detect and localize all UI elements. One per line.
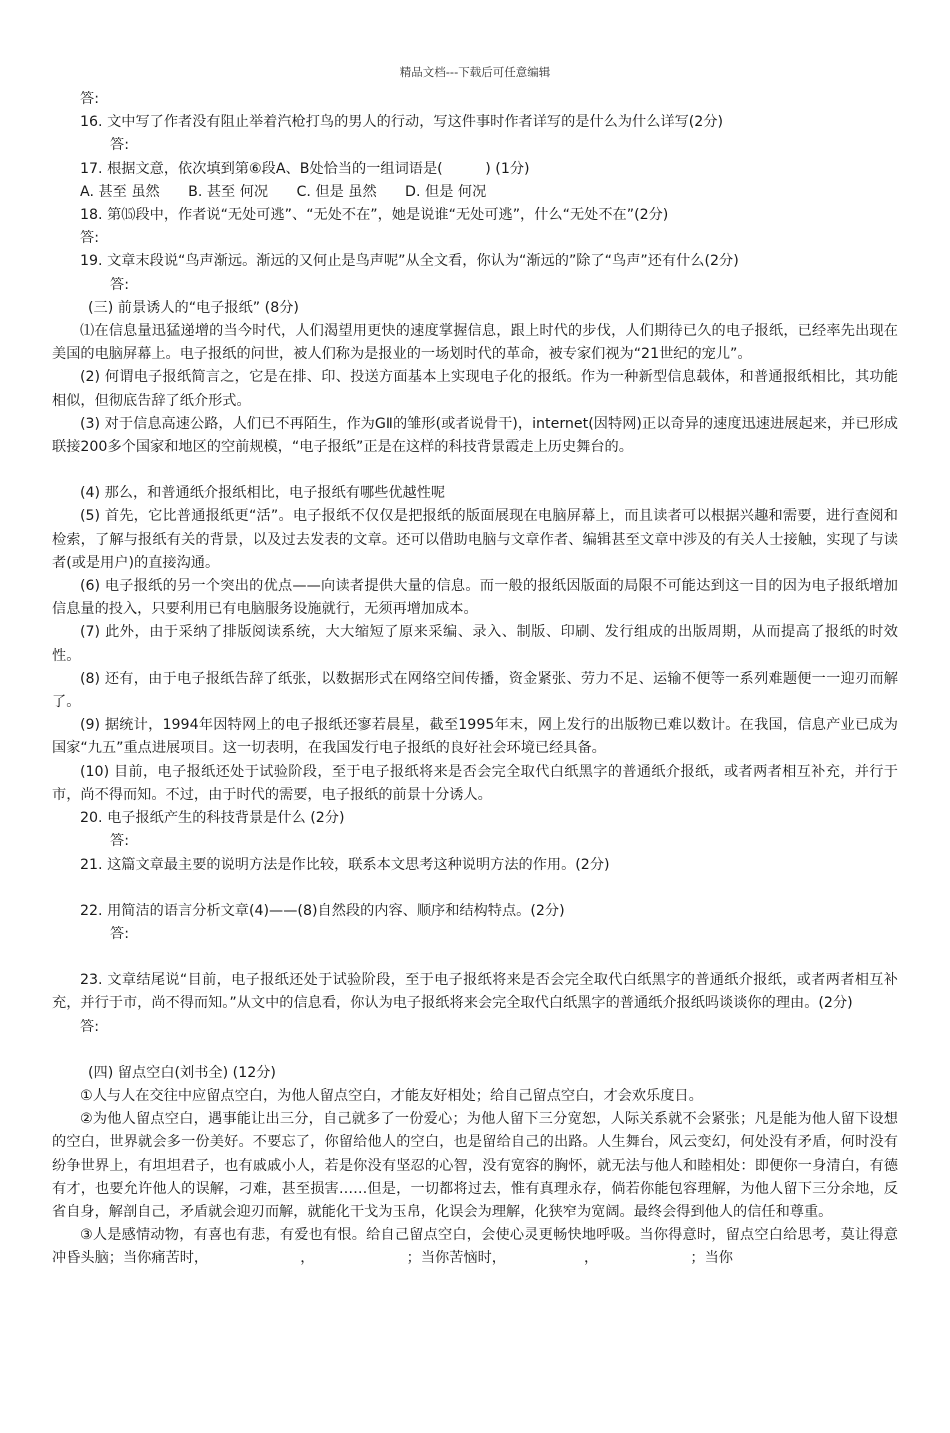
- paragraph-10: (10) 目前，电子报纸还处于试验阶段，至于电子报纸将来是否会完全取代白纸黑字的普通纸介报纸，或者两者相互补充，并行于市，尚不得而知。不过，由于时代的需要，电子报纸的前景十分诱人。: [52, 763, 898, 803]
- section-heading: (三) 前景诱人的“电子报纸” (8分): [88, 299, 299, 316]
- paragraph-2: (2) 何谓电子报纸简言之，它是在排、印、投送方面基本上实现电子化的报纸。作为一种新型信息载体，和普通报纸相比，其功能相似，但彻底告辞了纸介形式。: [52, 369, 898, 409]
- spacer: [52, 877, 898, 900]
- section-heading: (四) 留点空白(刘书全) (12分): [88, 1064, 276, 1081]
- question-17: 17. 根据文意，依次填到第⑥段A、B处恰当的一组词语是( ) (1分): [80, 160, 530, 177]
- paragraph-1: ⑴在信息量迅猛递增的当今时代，人们渴望用更快的速度掌握信息，跟上时代的步伐，人们期待已久的电子报纸，已经率先出现在美国的电脑屏幕上。电子报纸的问世，被人们称为是报业的一场划时代的革命，被专家们视为“21世纪的宠儿”。: [52, 323, 898, 363]
- answer-line: 答:: [80, 230, 99, 247]
- paragraph-9: (9) 据统计，1994年因特网上的电子报纸还寥若晨星，截至1995年末，网上发行的出版物已难以数计。在我国，信息产业已成为国家“九五”重点进展项目。这一切表明，在我国发行电子报纸的良好社会环境已经具备。: [52, 717, 898, 757]
- answer-line: 答:: [110, 137, 129, 154]
- paragraph-5: (5) 首先，它比普通报纸更“活”。电子报纸不仅仅是把报纸的版面展现在电脑屏幕上，而且读者可以根据兴趣和需要，进行查阅和检索，了解与报纸有关的背景，以及过去发表的文章。还可以借助电脑与文章作者、编辑甚至文章中涉及的有关人士接触，实现了与读者(或是用户)的直接沟通。: [52, 508, 898, 571]
- answer-line: 答:: [110, 833, 129, 850]
- question-22: 22. 用简洁的语言分析文章(4)——(8)自然段的内容、顺序和结构特点。(2分): [80, 902, 565, 919]
- spacer: [52, 946, 898, 969]
- question-23: 23. 文章结尾说“目前，电子报纸还处于试验阶段，至于电子报纸将来是否会完全取代白纸黑字的普通纸介报纸，或者两者相互补充，并行于市，尚不得而知。”从文中的信息看，你认为电子报纸将来会完全取代白纸黑字的普通纸介报纸吗谈谈你的理由。(2分): [52, 972, 898, 1012]
- essay-paragraph-1: ①人与人在交往中应留点空白，为他人留点空白，才能友好相处；给自己留点空白，才会欢乐度日。: [80, 1087, 703, 1104]
- question-20: 20. 电子报纸产生的科技背景是什么 (2分): [80, 810, 345, 827]
- spacer: [52, 1039, 898, 1062]
- paragraph-8: (8) 还有，由于电子报纸告辞了纸张，以数据形式在网络空间传播，资金紧张、劳力不足、运输不便等一系列难题便一一迎刃而解了。: [52, 670, 898, 711]
- essay-paragraph-3: ③人是感情动物，有喜也有悲，有爱也有恨。给自己留点空白，会使心灵更畅快地呼吸。当你得意时，留点空白给思考，莫让得意冲昏头脑；当你痛苦时， ， ；当你苦恼时， ， ；当你: [52, 1227, 898, 1267]
- answer-line: 答:: [110, 925, 129, 942]
- question-21: 21. 这篇文章最主要的说明方法是作比较，联系本文思考这种说明方法的作用。(2分): [80, 856, 610, 873]
- paragraph-7: (7) 此外，由于采纳了排版阅读系统，大大缩短了原来采编、录入、制版、印刷、发行组成的出版周期，从而提高了报纸的时效性。: [52, 624, 898, 664]
- essay-paragraph-2: ②为他人留点空白，遇事能让出三分，自己就多了一份爱心；为他人留下三分宽恕，人际关系就不会紧张；凡是能为他人留下设想的空白，世界就会多一份美好。不要忘了，你留给他人的空白，也是留给自己的出路。人生舞台，风云变幻，何处没有矛盾，何时没有纷争世界上，有坦坦君子，也有戚戚小人，若是你没有坚忍的心智，没有宽容的胸怀，就无法与他人和睦相处：即便你一身清白，有德有才，也要允许他人的误解，刁难，甚至损害……但是，一切都将过去，惟有真理永存，倘若你能包容理解，为他人留下三分余地，反省自身，解剖自己，矛盾就会迎刃而解，就能化干戈为玉帛，化误会为理解，化狭窄为宽阔。最终会得到他人的信任和尊重。: [52, 1111, 898, 1220]
- document-body: [52, 88, 898, 1271]
- question-19: 19. 文章末段说“鸟声渐远。渐远的又何止是鸟声呢”从全文看，你认为“渐远的”除了“鸟声”还有什么(2分): [80, 253, 739, 270]
- question-16: 16. 文中写了作者没有阻止举着汽枪打鸟的男人的行动，写这件事时作者详写的是什么为什么详写(2分): [80, 114, 724, 131]
- paragraph-6: (6) 电子报纸的另一个突出的优点——向读者提供大量的信息。而一般的报纸因版面的局限不可能达到这一目的因为电子报纸增加信息量的投入，只要利用已有电脑服务设施就行，无须再增加成本。: [52, 578, 898, 618]
- paragraph-3: (3) 对于信息高速公路，人们已不再陌生，作为GⅡ的雏形(或者说骨干)，internet(因特网)正以奇异的速度迅速进展起来，并已形成联接200多个国家和地区的空前规模，“电子报纸”正是在这样的科技背景霞走上历史舞台的。: [52, 415, 898, 456]
- spacer: [52, 459, 898, 482]
- answer-line: 答:: [80, 1018, 99, 1035]
- answer-line: 答:: [80, 91, 99, 107]
- answer-line: 答:: [110, 276, 129, 293]
- question-17-options: A. 甚至 虽然 B. 甚至 何况 C. 但是 虽然 D. 但是 何况: [80, 183, 487, 200]
- paragraph-4: (4) 那么，和普通纸介报纸相比，电子报纸有哪些优越性呢: [80, 485, 446, 502]
- page-header: 精品文档---下载后可任意编辑: [399, 65, 551, 79]
- question-18: 18. 第⒂段中，作者说“无处可逃”、“无处不在”，她是说谁“无处可逃”，什么“无处不在”(2分): [80, 207, 669, 224]
